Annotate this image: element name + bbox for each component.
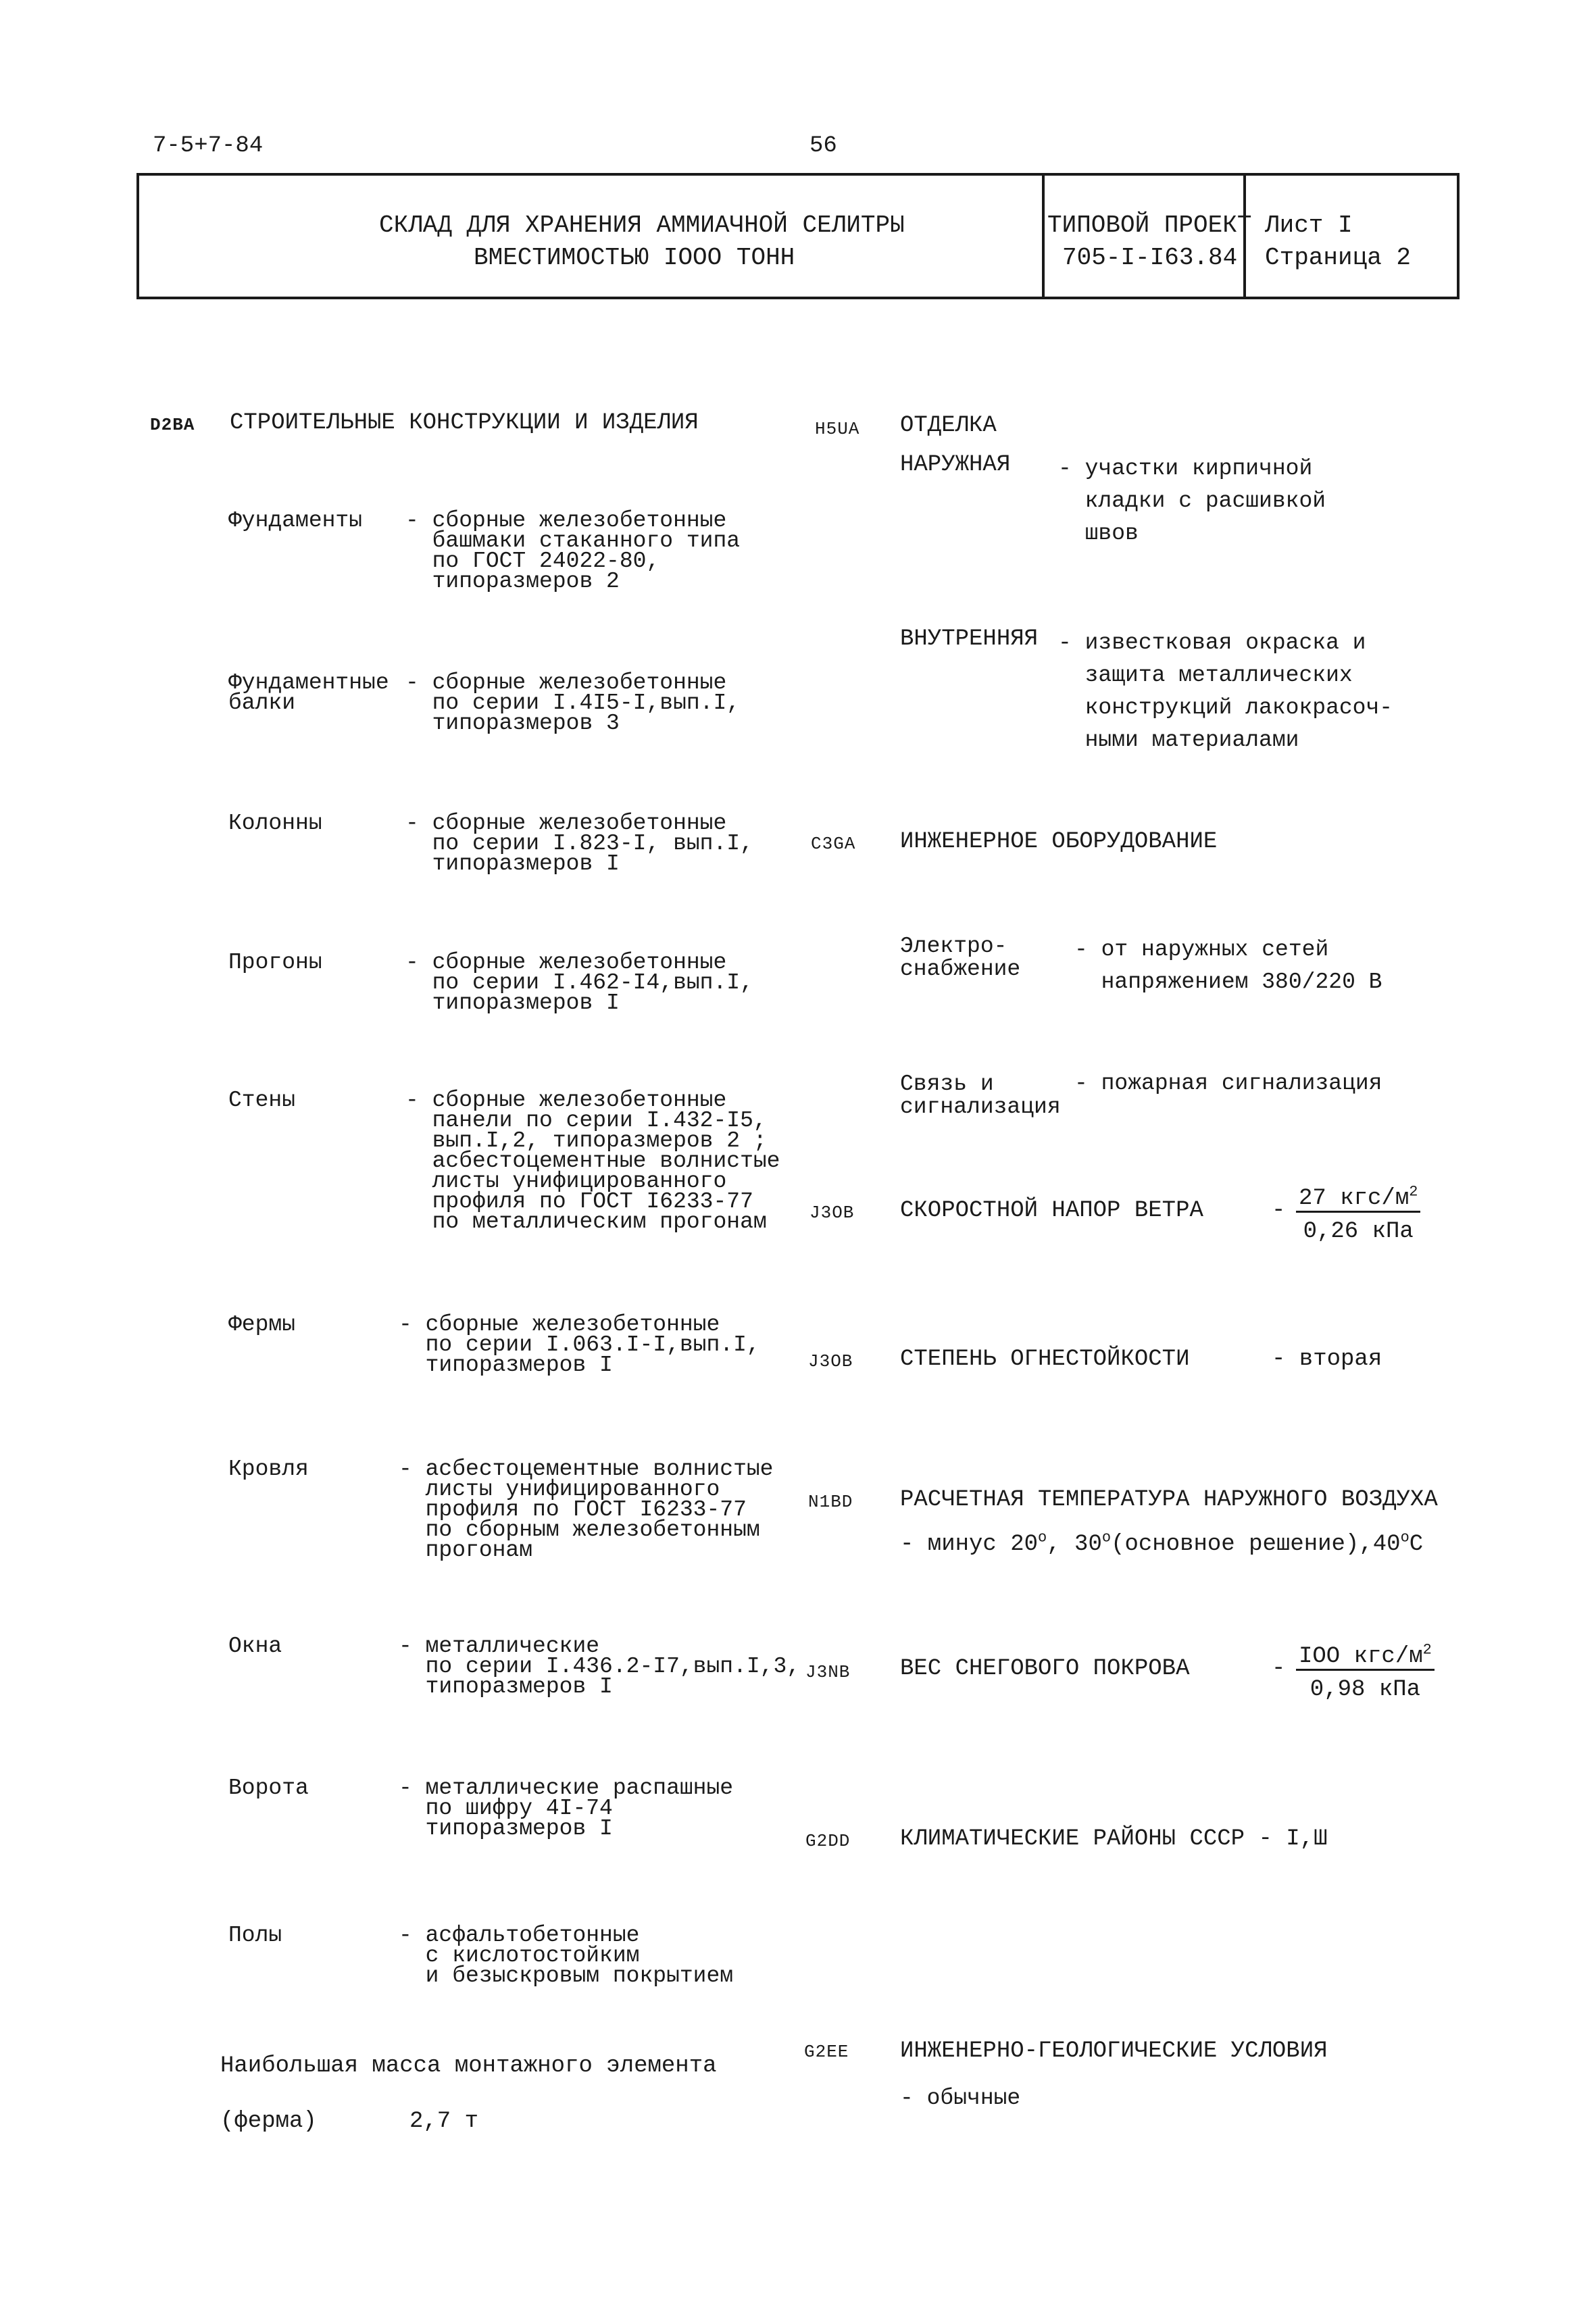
structure-name: Стены	[228, 1088, 296, 1113]
project-number: 705-I-I63.84	[1062, 244, 1238, 272]
code-climate: G2DD	[805, 1831, 851, 1851]
structure-name: Полы	[228, 1923, 282, 1948]
structure-description: - сборные железобетонные по серии I.4I5-I,вып.I, типоразмеров 3	[405, 670, 741, 736]
structure-name: Кровля	[228, 1457, 309, 1482]
structure-name: Фермы	[228, 1312, 296, 1337]
code-snow: J3NB	[805, 1662, 851, 1682]
power-label: Электро- снабжение	[900, 934, 1021, 982]
max-mass-label: Наибольшая масса монтажного элемента	[220, 2053, 717, 2079]
climate-value: КЛИМАТИЧЕСКИЕ РАЙОНЫ СССР - I,Ш	[900, 1826, 1328, 1852]
sheet-cell	[1243, 176, 1457, 297]
project-label: ТИПОВОЙ ПРОЕКТ	[1047, 211, 1252, 239]
code-wind: J3OB	[809, 1203, 855, 1223]
page-number: 56	[809, 133, 837, 159]
comm-value: - пожарная сигнализация	[1074, 1071, 1382, 1096]
wind-value: $\frac{27 кгс/м^2}{\text{0,26 кПа}}$	[1296, 1186, 1420, 1244]
structure-name: Прогоны	[228, 950, 322, 975]
project-cell	[1042, 176, 1252, 297]
equipment-heading: ИНЖЕНЕРНОЕ ОБОРУДОВАНИЕ	[900, 829, 1218, 855]
geology-heading: ИНЖЕНЕРНО-ГЕОЛОГИЧЕСКИЕ УСЛОВИЯ	[900, 2038, 1328, 2064]
fire-value: - вторая	[1272, 1347, 1382, 1372]
document-code: 7-5+7-84	[153, 133, 264, 159]
temperature-value: - минус 20$^o$, 30$^o$(основное решение),40$^o$C	[900, 1529, 1424, 1557]
code-geology: G2EE	[804, 2042, 849, 2062]
section-code-structures: D2BA	[150, 415, 195, 435]
structure-description: - сборные железобетонные по серии I.063.I-I,вып.I, типоразмеров I	[399, 1312, 760, 1378]
structure-description: - сборные железобетонные башмаки стаканного типа по ГОСТ 24022-80, типоразмеров 2	[405, 508, 741, 594]
structure-description: - металлические распашные по шифру 4I-74 типоразмеров I	[399, 1776, 734, 1841]
finish-outer-label: НАРУЖНАЯ	[900, 452, 1011, 478]
wind-label: СКОРОСТНОЙ НАПОР ВЕТРА	[900, 1198, 1203, 1224]
max-mass-value: 2,7 т	[409, 2109, 479, 2134]
snow-value: $\frac{IOO кгс/м^2}{\text{0,98 кПа}}$	[1296, 1644, 1435, 1702]
finish-heading: ОТДЕЛКА	[900, 413, 997, 438]
section-heading-structures: СТРОИТЕЛЬНЫЕ КОНСТРУКЦИИ И ИЗДЕЛИЯ	[230, 410, 699, 436]
structure-description: - асбестоцементные волнистые листы унифицированного профиля по ГОСТ I6233-77 по сборным железобетонным прогонам	[399, 1457, 774, 1563]
structure-name: Фундаментные балки	[228, 670, 389, 715]
code-temperature: N1BD	[808, 1492, 853, 1512]
sheet-label: Лист I	[1265, 211, 1353, 239]
comm-label: Связь и сигнализация	[900, 1072, 1061, 1120]
code-fire: J3OB	[808, 1351, 853, 1372]
title-block	[136, 173, 1460, 299]
structure-description: - сборные железобетонные по серии I.462-I4,вып.I, типоразмеров I	[405, 950, 753, 1015]
temperature-label: РАСЧЕТНАЯ ТЕМПЕРАТУРА НАРУЖНОГО ВОЗДУХА	[900, 1487, 1438, 1513]
structure-description: - сборные железобетонные панели по серии I.432-I5, вып.I,2, типоразмеров 2 ; асбестоцементные волнистые листы унифицированного профиля по ГОСТ I6233-77 по металлическим прогонам	[405, 1088, 780, 1234]
structure-description: - сборные железобетонные по серии I.823-I, вып.I, типоразмеров I	[405, 811, 753, 876]
fire-label: СТЕПЕНЬ ОГНЕСТОЙКОСТИ	[900, 1347, 1190, 1372]
structure-name: Ворота	[228, 1776, 309, 1801]
finish-inner-label: ВНУТРЕННЯЯ	[900, 626, 1039, 652]
code-finish: H5UA	[815, 419, 860, 439]
structure-name: Фундаменты	[228, 508, 363, 533]
structure-name: Колонны	[228, 811, 322, 836]
wind-dash: -	[1272, 1198, 1286, 1224]
power-text: - от наружных сетей напряжением 380/220 В	[1074, 937, 1382, 995]
structure-name: Окна	[228, 1634, 282, 1659]
max-mass-element: (ферма)	[220, 2109, 317, 2134]
structure-description: - металлические по серии I.436.2-I7,вып.I,3, типоразмеров I	[399, 1634, 801, 1699]
page-label: Страница 2	[1265, 244, 1412, 272]
structure-description: - асфальтобетонные с кислотостойким и безыскровым покрытием	[399, 1923, 734, 1988]
geology-value: - обычные	[900, 2086, 1021, 2111]
finish-inner-text: - известковая окраска и защита металлических конструкций лакокрасоч- ными материалами	[1058, 630, 1393, 753]
snow-label: ВЕС СНЕГОВОГО ПОКРОВА	[900, 1656, 1190, 1682]
title-line-1: СКЛАД ДЛЯ ХРАНЕНИЯ АММИАЧНОЙ СЕЛИТРЫ	[379, 211, 905, 239]
code-equipment: C3GA	[811, 834, 856, 854]
snow-dash: -	[1272, 1656, 1286, 1682]
title-line-2: ВМЕСТИМОСТЬЮ IOOO ТОНН	[474, 244, 795, 272]
finish-outer-text: - участки кирпичной кладки с расшивкой швов	[1058, 456, 1326, 546]
